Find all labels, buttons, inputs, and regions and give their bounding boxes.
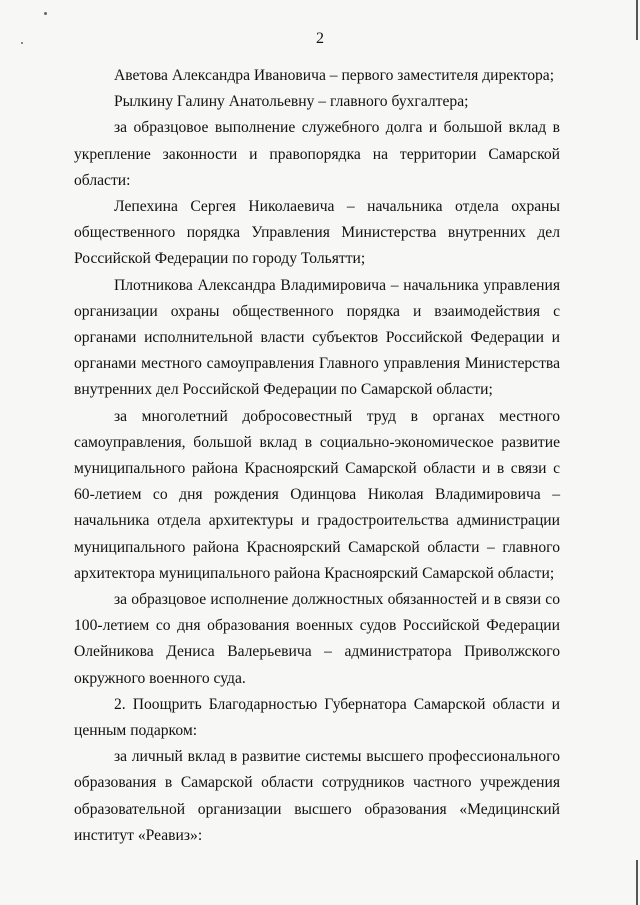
paragraph-reaviz-intro: за личный вклад в развитие системы высшего профессионального образования в Самарской области сотрудников частного учреждения образовательной организации высшего образования «Медицинский институт «Реавиз»: bbox=[74, 748, 560, 844]
paragraph-item-2: 2. Поощрить Благодарностью Губернатора Самарской области и ценным подарком: bbox=[74, 695, 560, 740]
paragraph-avetov: Аветова Александра Ивановича – первого заместителя директора; bbox=[114, 67, 555, 84]
paragraph-rylkina: Рылкину Галину Анатольевну – главного бухгалтера; bbox=[114, 93, 469, 111]
paragraph-oleynikov: за образцовое исполнение должностных обязанностей и в связи со 100-летием со дня образования военных судов Российской Федерации Олейникова Дениса Валерьевича – администратора Приволжского окружного военного суда. bbox=[74, 591, 560, 687]
page-number: 2 bbox=[316, 30, 324, 47]
scan-speck bbox=[44, 12, 47, 15]
paragraph-lepekhin: Лепехина Сергея Николаевича – начальника отдела охраны общественного порядка Управления Министерства внутренних дел Российской Федерации по городу Тольятти; bbox=[74, 198, 560, 268]
paragraph-law-enforcement-intro: за образцовое выполнение служебного долга и большой вклад в укрепление законности и правопорядка на территории Самарской области: bbox=[74, 119, 560, 189]
document-body bbox=[74, 63, 560, 849]
paragraph-plotnikov: Плотникова Александра Владимировича – начальника управления организации охраны общественного порядка и взаимодействия с органами исполнительной власти субъектов Российской Федерации и органами местного самоуправления Главного управления Министерства внутренних дел Российской Федерации по Самарской области; bbox=[74, 276, 560, 399]
scan-edge-mark bbox=[636, 860, 638, 905]
paragraph-odintsov: за многолетний добросовестный труд в органах местного самоуправления, большой вклад в социально-экономическое развитие муниципального района Красноярский Самарской области и в связи с 60-летием со дня рождения Одинцова Николая Владимировича – начальника отдела архитектуры и градостроительства администрации муниципального района Красноярский Самарской области – главного архитектора муниципального района Красноярский Самарской области; bbox=[74, 407, 560, 582]
